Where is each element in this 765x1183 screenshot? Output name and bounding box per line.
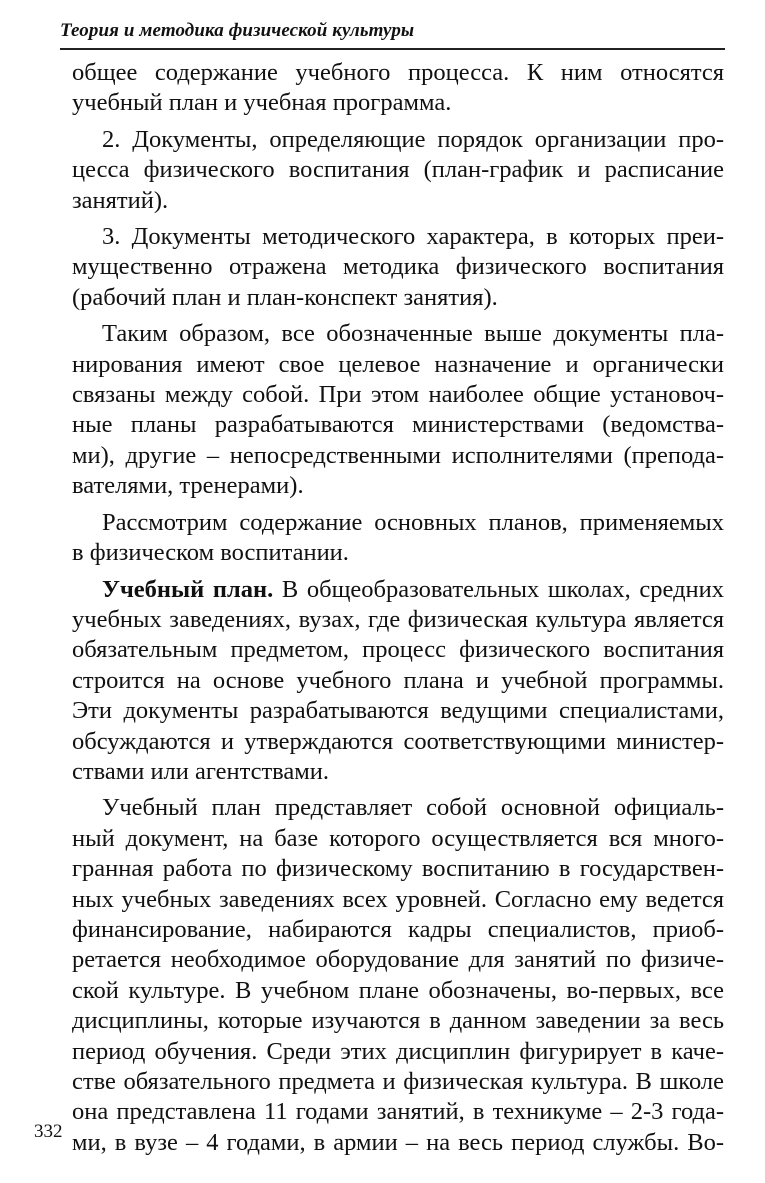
text-line: ми, в вузе – 4 годами, в армии – на весь период службы. Во-: [72, 1128, 724, 1156]
text-line: ные планы разрабатываются министерствами (ведомства-: [72, 411, 724, 439]
text-line: ный документ, на базе которого осуществляется вся много-: [72, 824, 724, 852]
text-line: Эти документы разрабатываются ведущими специалистами,: [72, 697, 724, 725]
text-line: ми), другие – непосредственными исполнителями (препода-: [72, 441, 724, 469]
paragraph: [72, 793, 724, 1158]
running-header: Теория и методика физической культуры: [60, 20, 415, 41]
text-line: занятий).: [72, 186, 169, 214]
text-line: ствами или агентствами.: [72, 757, 330, 785]
paragraph: [72, 222, 724, 313]
text-line: гранная работа по физическому воспитанию в государствен-: [72, 855, 724, 883]
paragraph: [72, 575, 724, 788]
text-line: (рабочий план и план-конспект занятия).: [72, 283, 498, 311]
text-line: вателями, тренерами).: [72, 472, 304, 500]
text-line: мущественно отражена методика физического воспитания: [72, 253, 724, 281]
text-line: строится на основе учебного плана и учебной программы.: [72, 666, 724, 694]
text-line: связаны между собой. При этом наиболее общие установоч-: [72, 381, 724, 409]
text-line: общее содержание учебного процесса. К ним относятся: [72, 59, 724, 86]
text-line: в физическом воспитании.: [72, 539, 349, 567]
text-line: период обучения. Среди этих дисциплин фигурирует в каче-: [72, 1037, 724, 1065]
text-line: обсуждаются и утверждаются соответствующими министер-: [72, 727, 724, 755]
text-line: Рассмотрим содержание основных планов, применяемых: [102, 508, 724, 536]
text-line: она представлена 11 годами занятий, в техникуме – 2-3 года-: [72, 1098, 724, 1126]
text-line: Таким образом, все обозначенные выше документы пла-: [102, 320, 724, 348]
text-line: нирования имеют свое целевое назначение и органически: [72, 350, 724, 378]
paragraph: [72, 125, 724, 216]
text-line: [72, 575, 724, 605]
text-line: стве обязательного предмета и физическая культура. В школе: [72, 1068, 724, 1095]
text-line: учебных заведениях, вузах, где физическая культура является: [72, 605, 724, 633]
paragraph: [72, 58, 724, 119]
text-line: цесса физического воспитания (план-график и расписание: [72, 156, 724, 184]
text-line: дисциплины, которые изучаются в данном заведении за весь: [72, 1007, 724, 1035]
paragraph: [72, 319, 724, 501]
body-text: [72, 58, 724, 1158]
header-rule: [60, 48, 725, 50]
page-number: 332: [34, 1121, 63, 1142]
text-line: 2. Документы, определяющие порядок организации про-: [102, 125, 724, 153]
paragraph: [72, 508, 724, 569]
text-line: обязательным предметом, процесс физического воспитания: [72, 636, 724, 664]
section-heading: Учебный план.: [102, 575, 274, 603]
text-line: ской культуре. В учебном плане обозначены, во-первых, все: [72, 976, 724, 1004]
text-line: ретается необходимое оборудование для занятий по физиче-: [72, 946, 724, 974]
text-line: 3. Документы методического характера, в которых преи-: [102, 223, 724, 251]
text-fragment: В общеобразовательных школах, средних: [273, 575, 725, 603]
text-line: Учебный план представляет собой основной официаль-: [102, 794, 724, 822]
text-line: финансирование, набираются кадры специалистов, приоб-: [72, 915, 724, 943]
text-line: ных учебных заведениях всех уровней. Согласно ему ведется: [72, 885, 724, 913]
text-line: учебный план и учебная программа.: [72, 89, 452, 117]
